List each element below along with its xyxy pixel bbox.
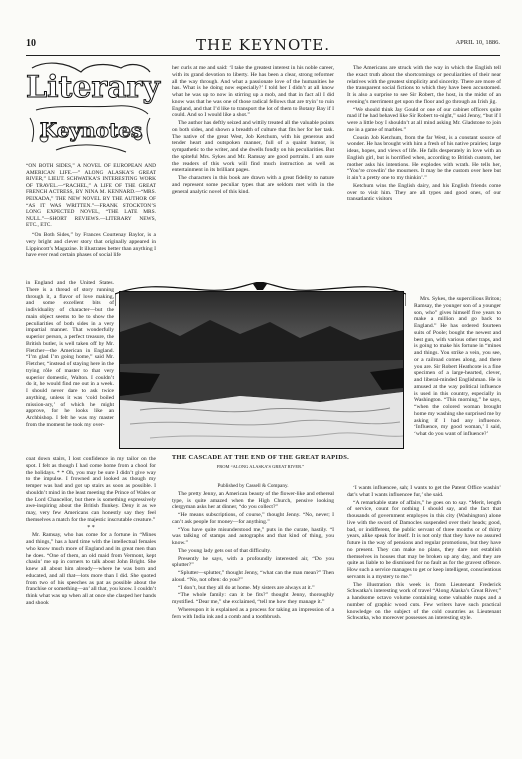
logo-line-keynotes: Keynotes [39,118,143,142]
col2-text-5: “He means subscriptions, of course,” thought Jenny. “No, never; I can’t ask people for money—for anything.” [172,512,334,525]
col1-text-b: in England and the United States. There is a thread of story running through it, a flavor of love making, and some excellent bits of individuality of character—but the main object seems to be to show the peculiarities of both sides in a very impartial manner. That wonderfully superior person, a perfect treasure, the British butler, is well taken off by Mr. Fletcher—the American in England. “I’m glad I’m going home,” said Mr. Fletcher, “instead of staying here in the trying rôle of master to that very superior domestic, Walton. I couldn’t do it, he would find me out in a week. I should never dare to ask twice anything, unless it was ‘cold boiled mission-ary,’ of which he might approve, for he looks like an Archbishop. I felt he was my master from the moment he took my over- [26,280,114,428]
col3-text-6: ‘I wants influencee, sah; I wants to get the Patent Office washin’ dat’s what I wants influencee fur,’ she said. [347,485,501,498]
col3-narrow [414,296,501,439]
col3-text-5: Mrs. Sykes, the supercilious Briton; Ramsay, the younger son of a younger son, who” gives himself five years to make a million and go back to England.” He has ordered fourteen suits of Poole; bought the newest and best gun, with various other traps, and is going to make his fortune in “mines and things. You strike a vein, you see, or a railroad comes along, and there you are. Sir Robert Heathcote is a fine specimen of a large-hearted, clever, and liberal-minded Englishman. He is amused at the way political influence is used in this country, especially in Washington. “This morning,” he says, “when the colored woman brought home my washing she surprised me by asking if I had any influence. ‘Influence, my good woman,’ I said, ‘what do you want of influence?’ [414,296,502,437]
masthead-title: THE KEYNOTE. [195,36,330,54]
col1-lower [26,456,156,608]
col3-text-4: Ketchum wins the English dairy, and his English friends come over to visit him. They are all types and good ones, of our transatlantic visitors [347,182,501,203]
col3-text-1: The Americans are struck with the way in which the English tell the exact truth about the shortcomings or peculiarities of their near relatives with the greatest simplicity and sincerity. There are more of the transparent social fictions to which they have been accustomed. It is also a surprise to see Sir Robert, the host, in the midst of an evening’s merriment get upon the floor and go through an Irish jig. [347,65,501,105]
col2-text-4: The pretty Jenny, an American beauty of the flower-like and ethereal type, is quite amazed when the High Church, pensive looking clergyman asks her at dinner, “do you collect?” [172,490,334,511]
col3-upper [347,65,501,204]
col2-lower [172,483,334,621]
col2-text-3: The characters in this book are drawn with a great fidelity to nature and represent some peculiar types that are seldom met with in the general analytic novel of this kind. [172,175,334,195]
col1-para1-top [26,232,156,260]
col2-text-6: “You have quite misunderstood me,” puts in the curate, hastily. “I was talking of stamps and autographs and that kind of thing, you know.” [172,526,334,546]
contents-summary: “ON BOTH SIDES,” A NOVEL OF EUROPEAN AND AMERICAN LIFE.—” ALONG ALASKA’S GREAT RIVER,” LIEUT. SCHWATKA’S INTERESTING WORK OF TRAVEL.—“RACHEL,” A LIFE OF THE GREAT FRENCH ACTRESS, BY NINA M. KENNARD.—“MRS. PEIXADA,” THE NEW NOVEL BY THE AUTHOR OF “AS IT WAS WRITTEN.”—FRANK STOCKTON’S LONG EXPECTED NOVEL, “THE LATE MRS. NULL.”—SHORT REVIEWS.—LITERARY NEWS, ETC., ETC. [26,163,156,229]
col3-text-7: “A remarkable state of affairs,” he goes on to say. “Merit, length of service, count for nothing I should say, and the fact that thousands of government employes in this city (Washington) alone live with the sword of Damocles suspended over their heads; good, bad, or indifferent, the public servant of three months or of thirty years, alike speak for itself. It is not only that they have no assured future in the way of pensions and regular promotions, but they have no present. They can make no plans, they dare not establish themselves in houses that may be broken up any day, and they are quite as liable to be dismissed for no fault as for the gravest offence. How such a service manages to get or keep intelligent, conscientious servants is a mystery to me.” [347,499,501,580]
col3-text-2: “We should think Jay Gould or one of our cabinet officers quite mad if he had behaved like Sir Robert to-night,” said Jenny, “but if I were a little boy I shouldn’t at all mind asking Mr. Gladstone to join me in a game of marbles.” [347,106,501,133]
col2-text-1: her curls at me and said: ‘I take the greatest interest in his noble career, with its grand devotion to liberty. He has been a clear, strong reformer all the way through. And what a passionate love of the humanities he has. What is he doing now especially?’ I told her I didn’t at all know what he was up to now in stirring up a mob, and that in fact all I did know was that he was one of those radical fellows that are tryin’ to ruin England, and that I’d like to transport the lot of them to Botany Bay if I could. And so I would like a shot.” [172,65,334,119]
publisher-credit: Published by Cassell & Company. [217,483,289,489]
col2-text-10: “I don’t, but they all do at home. My sisters are always at it.” [178,584,315,591]
col2-text-11: “The whole family: can it be fits?” thought Jenny, thoroughly mystified. “Dear me,” she exclaimed, “tell me how they manage it.” [172,592,334,605]
col2-text-9: “Splutter—splutter,” thought Jenny, “what can the man mean?” Then aloud. “No, not often: do you?” [172,570,334,583]
col3-text-8: The illustration this week is from Lieutenant Frederick Schwatka’s interesting work of travel “Along Alaska’s Great River,” a handsome octavo volume containing some valuable maps and a number of graphic wood cuts. Few writers have such practical knowledge on the subject of the cold countries as Lieutenant Schwatka, who moreover possesses an interesting style. [347,581,501,622]
col2-text-8: Presently he says, with a profoundly interested air, “Do you splutter?” [172,555,334,569]
header-rule [26,55,500,56]
col3-text-3: Cousin Job Ketchum, from the far West, is a constant source of wonder. He has brought with him a fresh of his native prairies; large ideas, hopes, and views of life. He falls desperately in love with an English girl, but is horrified when, according to British custom, her mother asks his intentions. He explodes with wrath. He tells her, “You’re crowdin’ the mourners. It may be the custom over here but it ain’t a pretty one to my thinkin’.” [347,134,501,181]
literary-keynotes-logo [26,58,160,158]
col2-text-2: The author has deftly seized and wittily treated all the valuable points on both sides, and shown a breadth of culture that fits her for her task. The native of the great West, Job Ketchum, with his generous and tender heart and outspoken manner, full of a quaint humor, is sympathetic to the writer, and she dwells fondly on his peculiarities. But the spiteful Mrs. Sykes and Mr. Ramsay are good portraits. I am sure the readers of this work will find much instruction as well as entertainment in its brilliant pages. [172,120,334,174]
col2-text-7: The young lady gets out of that difficulty. [178,547,272,554]
col1-text-d: Mr. Ramsay, who has come for a fortune in “Mines and things,” has a hard time with the intellectual females who know much more of England and its great men than he does. “One of them, an old maid from Vermont, kept chasin’ me up in corners to talk about John Bright. She knew all about him already—where he was born and educated, and all that—lots more than I did. She quoted from two of his speeches as pat as possible about the franchise or something—an’ all that, you know. I couldn’t think what was up when all at once she clasped her hands and shook [26,532,156,606]
illustration-source: FROM “ALONG ALASKA’S GREAT RIVER.” [216,464,305,469]
col1-text-a: “On Both Sides,” by Frances Courtenay Baylor, is a very bright and clever story that originally appeared in Lippincott’s Magazine. It illustrates better than anything I have ever read certain phases of social life [26,232,156,259]
cascade-illustration [119,291,404,449]
illustration-caption: THE CASCADE AT THE END OF THE GREAT RAPIDS. [171,454,350,461]
col1-para1-narrow [26,280,114,430]
section-stars: * * [87,524,95,531]
col3-lower [347,485,501,623]
issue-date: APRIL 10, 1886. [455,39,500,46]
col2-upper [172,65,334,196]
logo-line-literary: Literary [26,70,160,105]
page-number: 10 [26,38,36,49]
running-header [26,38,500,54]
cascade-engraving [120,292,403,448]
col2-text-12: Whereupon it is explained as a process for taking an impression of a fern with India ink and a comb and a toothbrush. [172,606,334,620]
col1-text-c: coat down stairs, I lost confidence in my tailor on the spot. I felt as though I had come home from a chool for the holidays. * * Oh, you may be sure I didn’t give way to the impulse. I frowned and looked as though my temper was bad and got up stairs as soon as possible. I shouldn’t mind in the least meeting the Prince of Wales or the Lord Chancellor, but there is something expressively awe-inspiring about the British flunkey. Deny it as we may, very few Americans can honestly say they feel themselves a match for the majestic inscrutable creature.” [26,456,156,523]
